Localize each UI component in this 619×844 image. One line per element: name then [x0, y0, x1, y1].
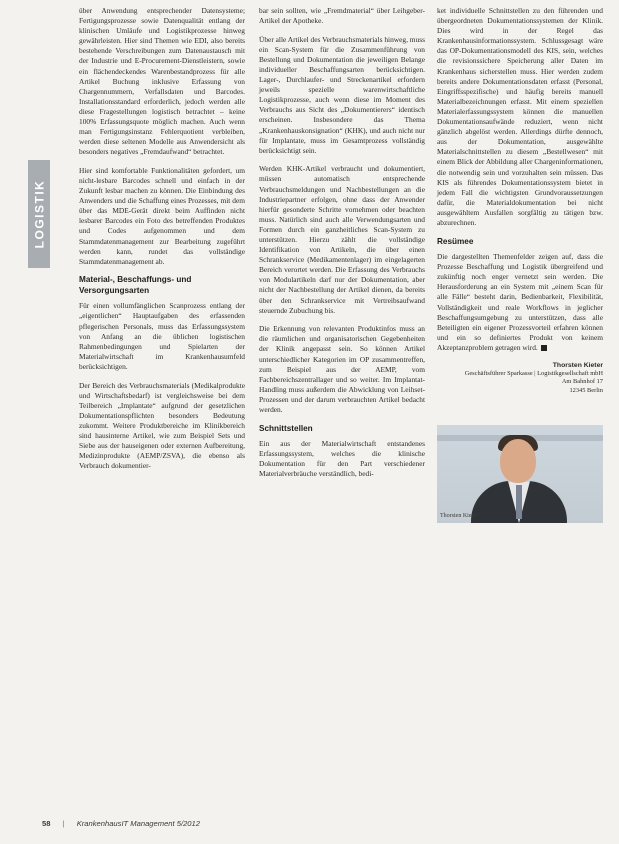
paragraph: Ein aus der Materialwirtschaft entstandenes Erfassungssystem, welches die klinische Dokumentation für den Part verschiedener Materialverbräuche verständlich, bedi- [259, 439, 425, 479]
paragraph: Hier sind komfortable Funktionalitäten gefordert, um nicht-lesbare Barcodes schnell und einfach in der Zukunft lesbar machen zu können. Die Einbindung des Anwenders und die Schaffung eines Prozesses, mit dem über das MDE-Gerät direkt beim Auffinden nicht lesbarer Barcodes ein Foto des betreffenden Produktes und Codes aufgenommen und dem Stammdatenmanagement zur Bearbeitung zugeführt werden kann, rundet das vollständige Stammdatenmanagement ab. [79, 165, 245, 266]
page-number: 58 [42, 819, 51, 828]
publication-name: KrankenhausIT Management 5/2012 [76, 819, 200, 828]
paragraph: Über alle Artikel des Verbrauchsmaterials hinweg, muss ein Scan-System für die Zusammenführung von Bestellung und Dokumentation die jeweiligen Belange individueller Beschaffungsarten berücksichtigen. Lager-, Durchlaufer- und Streckenartikel erfordern jeweils spezielle warenwirtschaftliche Logistikprozesse, auch wenn diese im Moment des Verbrauchs aus Sicht des „Dokumentierers“ identisch erscheinen. Insbesondere das Thema „Krankenhauskonsignation“ (KHK), und auch nicht nur für Implantate, muss im Gesamtprozess vollständig berücksichtigt sein. [259, 34, 425, 155]
paragraph: über Anwendung entsprechender Datensysteme; Fertigungsprozesse sowie Datenqualität entlang der klinischen Umläufe und Logistikprozesse hinweg gewährleisten. Hier sind Themen wie EDI, also bereits bestehende Verschreibungen zum Datenaustausch mit der Industrie und E-Procurement-Dienstleistern, sowie ein flächendeckendes Warenbestandprozess für alle Artikel Buchung inklusive Erfassung von Chargennummern, Verfallsdaten und Barcodes. Installationsstandard erforderlich, jedoch werden alle diese Fragestellungen logistisch betrachtet – keine 100% Erfassungsquote möglich machen. Auch wenn man Fertigungsinstanz Fehlerquotient verbleiben, werden diese seltenen Modelle aus Anwendersicht als besonders negatives „Fremdaufwand“ betrachtet. [79, 6, 245, 157]
photo-tie [516, 485, 522, 519]
paragraph-text: Die dargestellten Themenfelder zeigen auf, dass die Prozesse Beschaffung und Logistik übergreifend und zukünftig noch enger vernetzt sein werden. Die Herausforderung an ein System mit „einem Scan für alle Fälle“ besteht darin, Bedienbarkeit, Flexibilität, Vollständigkeit und reale Workflows in jeglicher Beschaffungsumgebung zu unterstützen, dass alle Beteiligten ein eigener Prozessvorteil erfahren können und ein so definiertes Produkt von keinem Akzeptanzproblem getragen wird. [437, 252, 603, 352]
paragraph [437, 252, 603, 353]
section-label: LOGISTIK [32, 179, 47, 249]
paragraph: bar sein sollten, wie „Fremdmaterial“ über Leihgeber-Artikel der Apotheke. [259, 6, 425, 26]
author-address: Am Bahnhof 17 [561, 378, 603, 386]
footer-separator: | [62, 819, 65, 828]
author-affiliation: Geschäftsführer Sparkasse | Logistikgesellschaft mbH [464, 369, 603, 377]
author-name: Thorsten Kieter [552, 361, 603, 369]
paragraph: Die Erkennung von relevanten Produktinfos muss an die räumlichen und organisatorischen Gegebenheiten der Klinik angepasst sein. So können Artikel unterschiedlicher Kategorien im OP zusammentreffen, zum Beispiel aus der AEMP, vom Fachbereichszentrallager und so weiter. Im Implantat-Handling muss außerdem die Abwicklung von Leihset-Prozessen und der darum verbrauchten Artikel bedacht werden. [259, 324, 425, 414]
text-column-1 [79, 6, 245, 480]
section-heading: Material-, Beschaffungs- und Versorgungsarten [79, 275, 192, 295]
author-box [437, 362, 603, 396]
article-end-mark [541, 345, 547, 351]
paragraph: Werden KHK-Artikel verbraucht und dokumentiert, müssen automatisch entsprechende Verbrauchsmeldungen und Nachbestellungen an die Industriepartner erfolgen, ohne dass der Anwender hierfür gesonderte Schritte vornehmen oder beachten muss. Natürlich sind auch alle Verwendungsarten und Formen durch ein ganzheitliches Scan-System zu unterstützen. Hierzu zählt die vollständige Identifikation von Artikeln, die über einen Schrankservice (Medikamentenlager) im eingelagerten Bereich verortet werden. Die Erfassung des Verbrauchs von Modulartikeln darf nur der Dokumentation, aber nicht der Nachbestellung der Artikel dienen, da bereits über den Schrankservice mit Vertreibsaufwand steuernde Zubuchung bis. [259, 164, 425, 315]
section-heading: Resümee [437, 236, 474, 246]
section-tab [28, 160, 50, 268]
author-photo [437, 425, 603, 523]
text-column-3 [437, 6, 603, 523]
photo-caption: Thorsten Kieter [440, 513, 478, 520]
paragraph: ket individuelle Schnittstellen zu den führenden und übergeordneten Dokumentationssystemen der Klinik. Dies wird in der Regel das Krankenhausinformationssystem. Schlussgesagt wäre das OP-Dokumentationsmodell des KIS, sein, welches die revisionssichere Speicherung aller Daten im Krankenhaus sicherstellen muss. Hier werden zudem bereits andere Dokumentationsdaten erfasst (Personal, Eingriffsspezifische) und häufig bereits manuell Materialbezeichnungen erfasst. Mit einem speziellen Materialerfassungssystem können die manuellen Dokumentationsaufwände reduziert, wenn nicht gänzlich abgelöst werden. Allerdings dürfte dennoch, aus der Dokumentation, ausgewählte Materialschnittstellen zu diesem „Bestellwesen“ mit einem Blick der Abbildung aller Chargeninformationen, die notwendig sein und vorzuhalten sein müssen. Das KIS als führendes Dokumentationssystem bietet in jedem Fall die wichtigsten Grundvoraussetzungen dafür, die Materialdokumentation bei nicht ausgewähltem Ausfallen sorgfältig zu tätigen bzw. abzurechnen. [437, 6, 603, 227]
section-heading: Schnittstellen [259, 423, 313, 433]
paragraph: Für einen vollumfänglichen Scanprozess entlang der „eigentlichen“ Hauptaufgaben des erfassenden pflegerischen Personals, muss das Erfassungssystem von Anfang an die üblichen logistischen Rahmenbedingungen und Spielarten der Materialwirtschaft im Krankenhausumfeld berücksichtigen. [79, 301, 245, 371]
text-column-2 [259, 6, 425, 488]
photo-head [500, 439, 536, 483]
author-city: 12345 Berlin [569, 386, 603, 394]
page-footer [42, 819, 200, 828]
paragraph: Der Bereich des Verbrauchsmaterials (Medikalprodukte und Wirtschaftsbedarf) ist vergleichsweise bei dem Teilbereich „Implantate“ aufgrund der gesetzlichen Dokumentationspflichten besonders Bedeutung zukommt. Weitere Produktbereiche im Klinikbereich sind hausinterne Artikel, wie zum Beispiel Sets und Siebe aus der hauseigenen oder externen Aufbereitung, Medizinprodukte (AEMP/ZSVA), die ebenso als Verbrauch dokumentier- [79, 380, 245, 471]
